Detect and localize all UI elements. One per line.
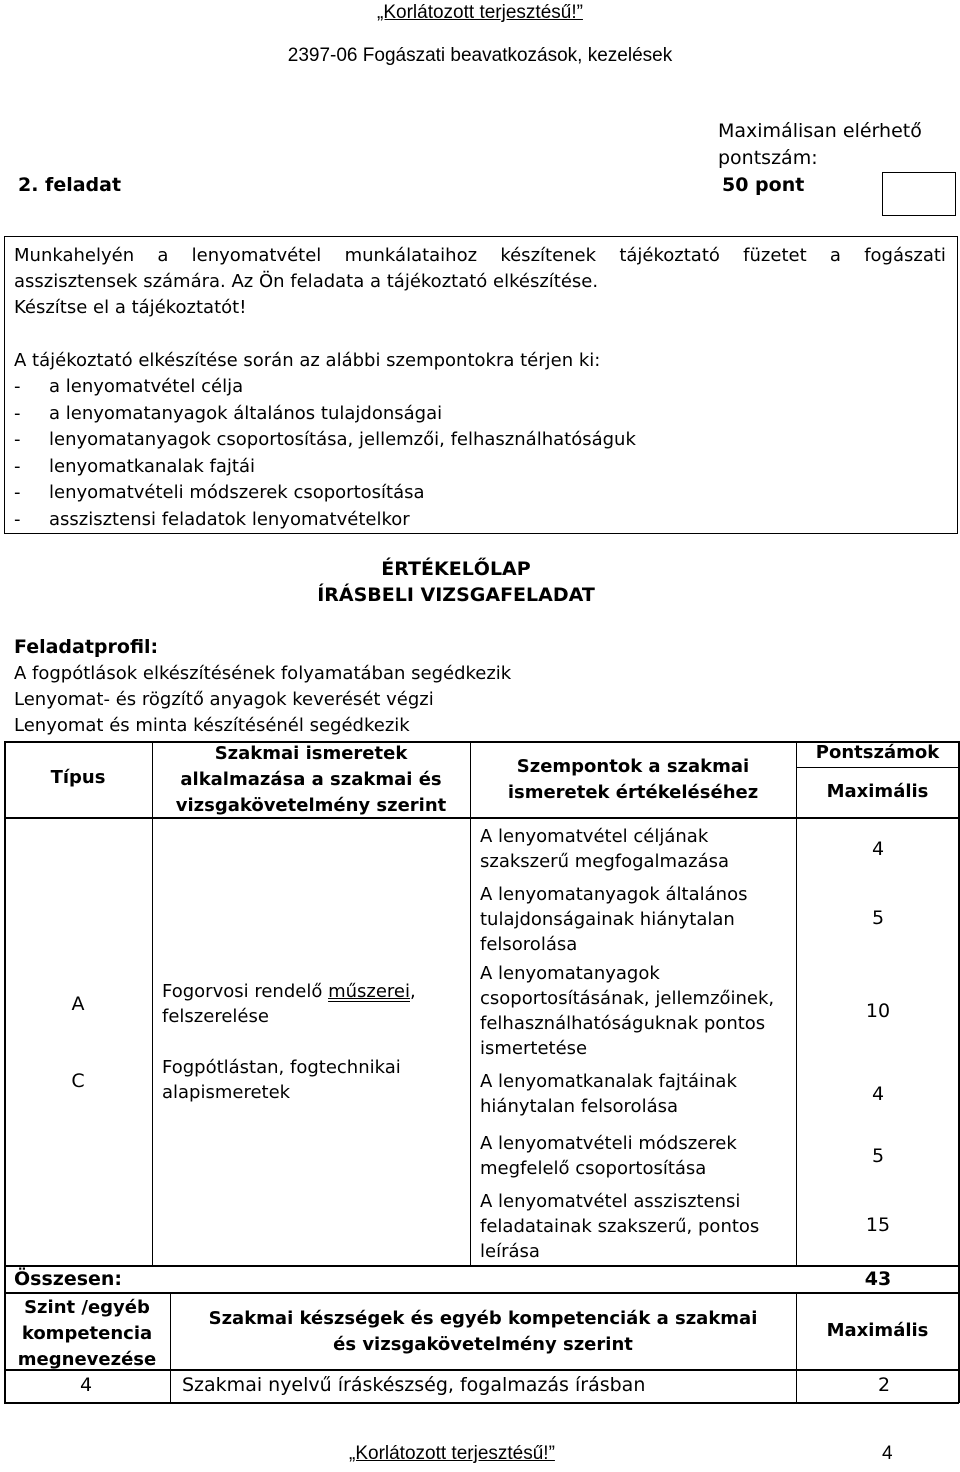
header-type: Típus <box>50 767 106 788</box>
profile-item: Lenyomat és minta készítésénél segédkezik <box>14 715 410 736</box>
profile-item: A fogpótlások elkészítésének folyamatában segédkezik <box>14 663 512 684</box>
criteria-points: 4 <box>871 838 885 860</box>
list-item: - lenyomatkanalak fajtái <box>14 455 255 477</box>
skills-header: Szakmai készségek és egyéb kompetenciák a szakmai és vizsgakövetelmény szerint <box>208 1308 758 1355</box>
max-label-1: Maximálisan elérhető <box>718 120 922 142</box>
criteria-points: 10 <box>865 1000 891 1022</box>
header-criteria: Szempontok a szakmai ismeretek értékeléséhez <box>507 756 759 803</box>
list-item: - lenyomatanyagok csoportosítása, jellemzői, felhasználhatóságuk <box>14 429 636 450</box>
total-value: 43 <box>864 1268 892 1290</box>
profile-item: Lenyomat- és rögzítő anyagok keverését végzi <box>14 689 434 710</box>
profile-label: Feladatprofil: <box>14 636 159 658</box>
instructions-line-1: Munkahelyén a lenyomatvétel munkálataihoz készítenek tájékoztató füzetet a fogászati <box>14 245 946 266</box>
list-item: - a lenyomatanyagok általános tulajdonságai <box>14 402 443 424</box>
criteria-item: A lenyomatvételi módszerek megfelelő csoportosítása <box>480 1133 737 1179</box>
restricted-header: „Korlátozott terjesztésű!” <box>377 2 583 23</box>
eval-subtitle: ÍRÁSBELI VIZSGAFELADAT <box>317 584 595 606</box>
score-box[interactable] <box>882 172 956 216</box>
instructions-line-3: Készítse el a tájékoztatót! <box>14 297 247 318</box>
list-item: - a lenyomatvétel célja <box>14 376 244 397</box>
knowledge-item: Fogpótlástan, fogtechnikai alapismeretek <box>162 1057 401 1103</box>
criteria-item: A lenyomatkanalak fajtáinak hiánytalan felsorolása <box>480 1071 737 1117</box>
module-title: 2397-06 Fogászati beavatkozások, kezelések <box>287 45 673 66</box>
instructions-intro: A tájékoztató elkészítése során az alábbi szempontokra térjen ki: <box>14 350 601 371</box>
task-label: 2. feladat <box>18 174 122 196</box>
type-letter: A <box>71 993 85 1015</box>
criteria-points: 15 <box>865 1214 891 1236</box>
type-letter: C <box>71 1070 85 1092</box>
criteria-item: A lenyomatvétel céljának szakszerű megfogalmazása <box>480 826 730 872</box>
max-label-2: pontszám: <box>718 147 818 169</box>
skills-level-header: Szint /egyéb kompetencia megnevezése <box>17 1297 157 1370</box>
criteria-points: 5 <box>871 907 885 929</box>
eval-title: ÉRTÉKELŐLAP <box>381 558 531 580</box>
header-points: Pontszámok <box>815 742 940 763</box>
criteria-item: A lenyomatanyagok általános tulajdonságainak hiánytalan felsorolása <box>480 884 748 955</box>
max-points: 50 pont <box>722 174 805 196</box>
criteria-item: A lenyomatvétel asszisztensi feladatainak szakszerű, pontos leírása <box>480 1191 760 1262</box>
instructions-line-2: asszisztensek számára. Az Ön feladata a tájékoztató elkészítése. <box>14 271 599 292</box>
skills-points: 2 <box>877 1374 891 1396</box>
skills-text: Szakmai nyelvű íráskészség, fogalmazás írásban <box>182 1374 646 1396</box>
knowledge-item: Fogorvosi rendelő műszerei, felszerelése <box>162 981 416 1027</box>
restricted-footer: „Korlátozott terjesztésű!” <box>349 1443 555 1464</box>
list-item: - asszisztensi feladatok lenyomatvételkor <box>14 508 410 530</box>
total-label: Összesen: <box>14 1268 123 1290</box>
page-number: 4 <box>882 1443 893 1464</box>
list-item: - lenyomatvételi módszerek csoportosítása <box>14 482 425 503</box>
header-max: Maximális <box>826 781 929 802</box>
bullet-list <box>14 376 814 535</box>
skills-level: 4 <box>80 1374 93 1396</box>
skills-max-header: Maximális <box>826 1320 929 1341</box>
criteria-points: 4 <box>871 1083 885 1105</box>
criteria-item: A lenyomatanyagok csoportosításának, jellemzőinek, felhasználhatóságuknak pontos ismertetése <box>480 963 775 1059</box>
header-knowledge: Szakmai ismeretek alkalmazása a szakmai és vizsgakövetelmény szerint <box>175 743 447 816</box>
criteria-points: 5 <box>871 1145 885 1167</box>
